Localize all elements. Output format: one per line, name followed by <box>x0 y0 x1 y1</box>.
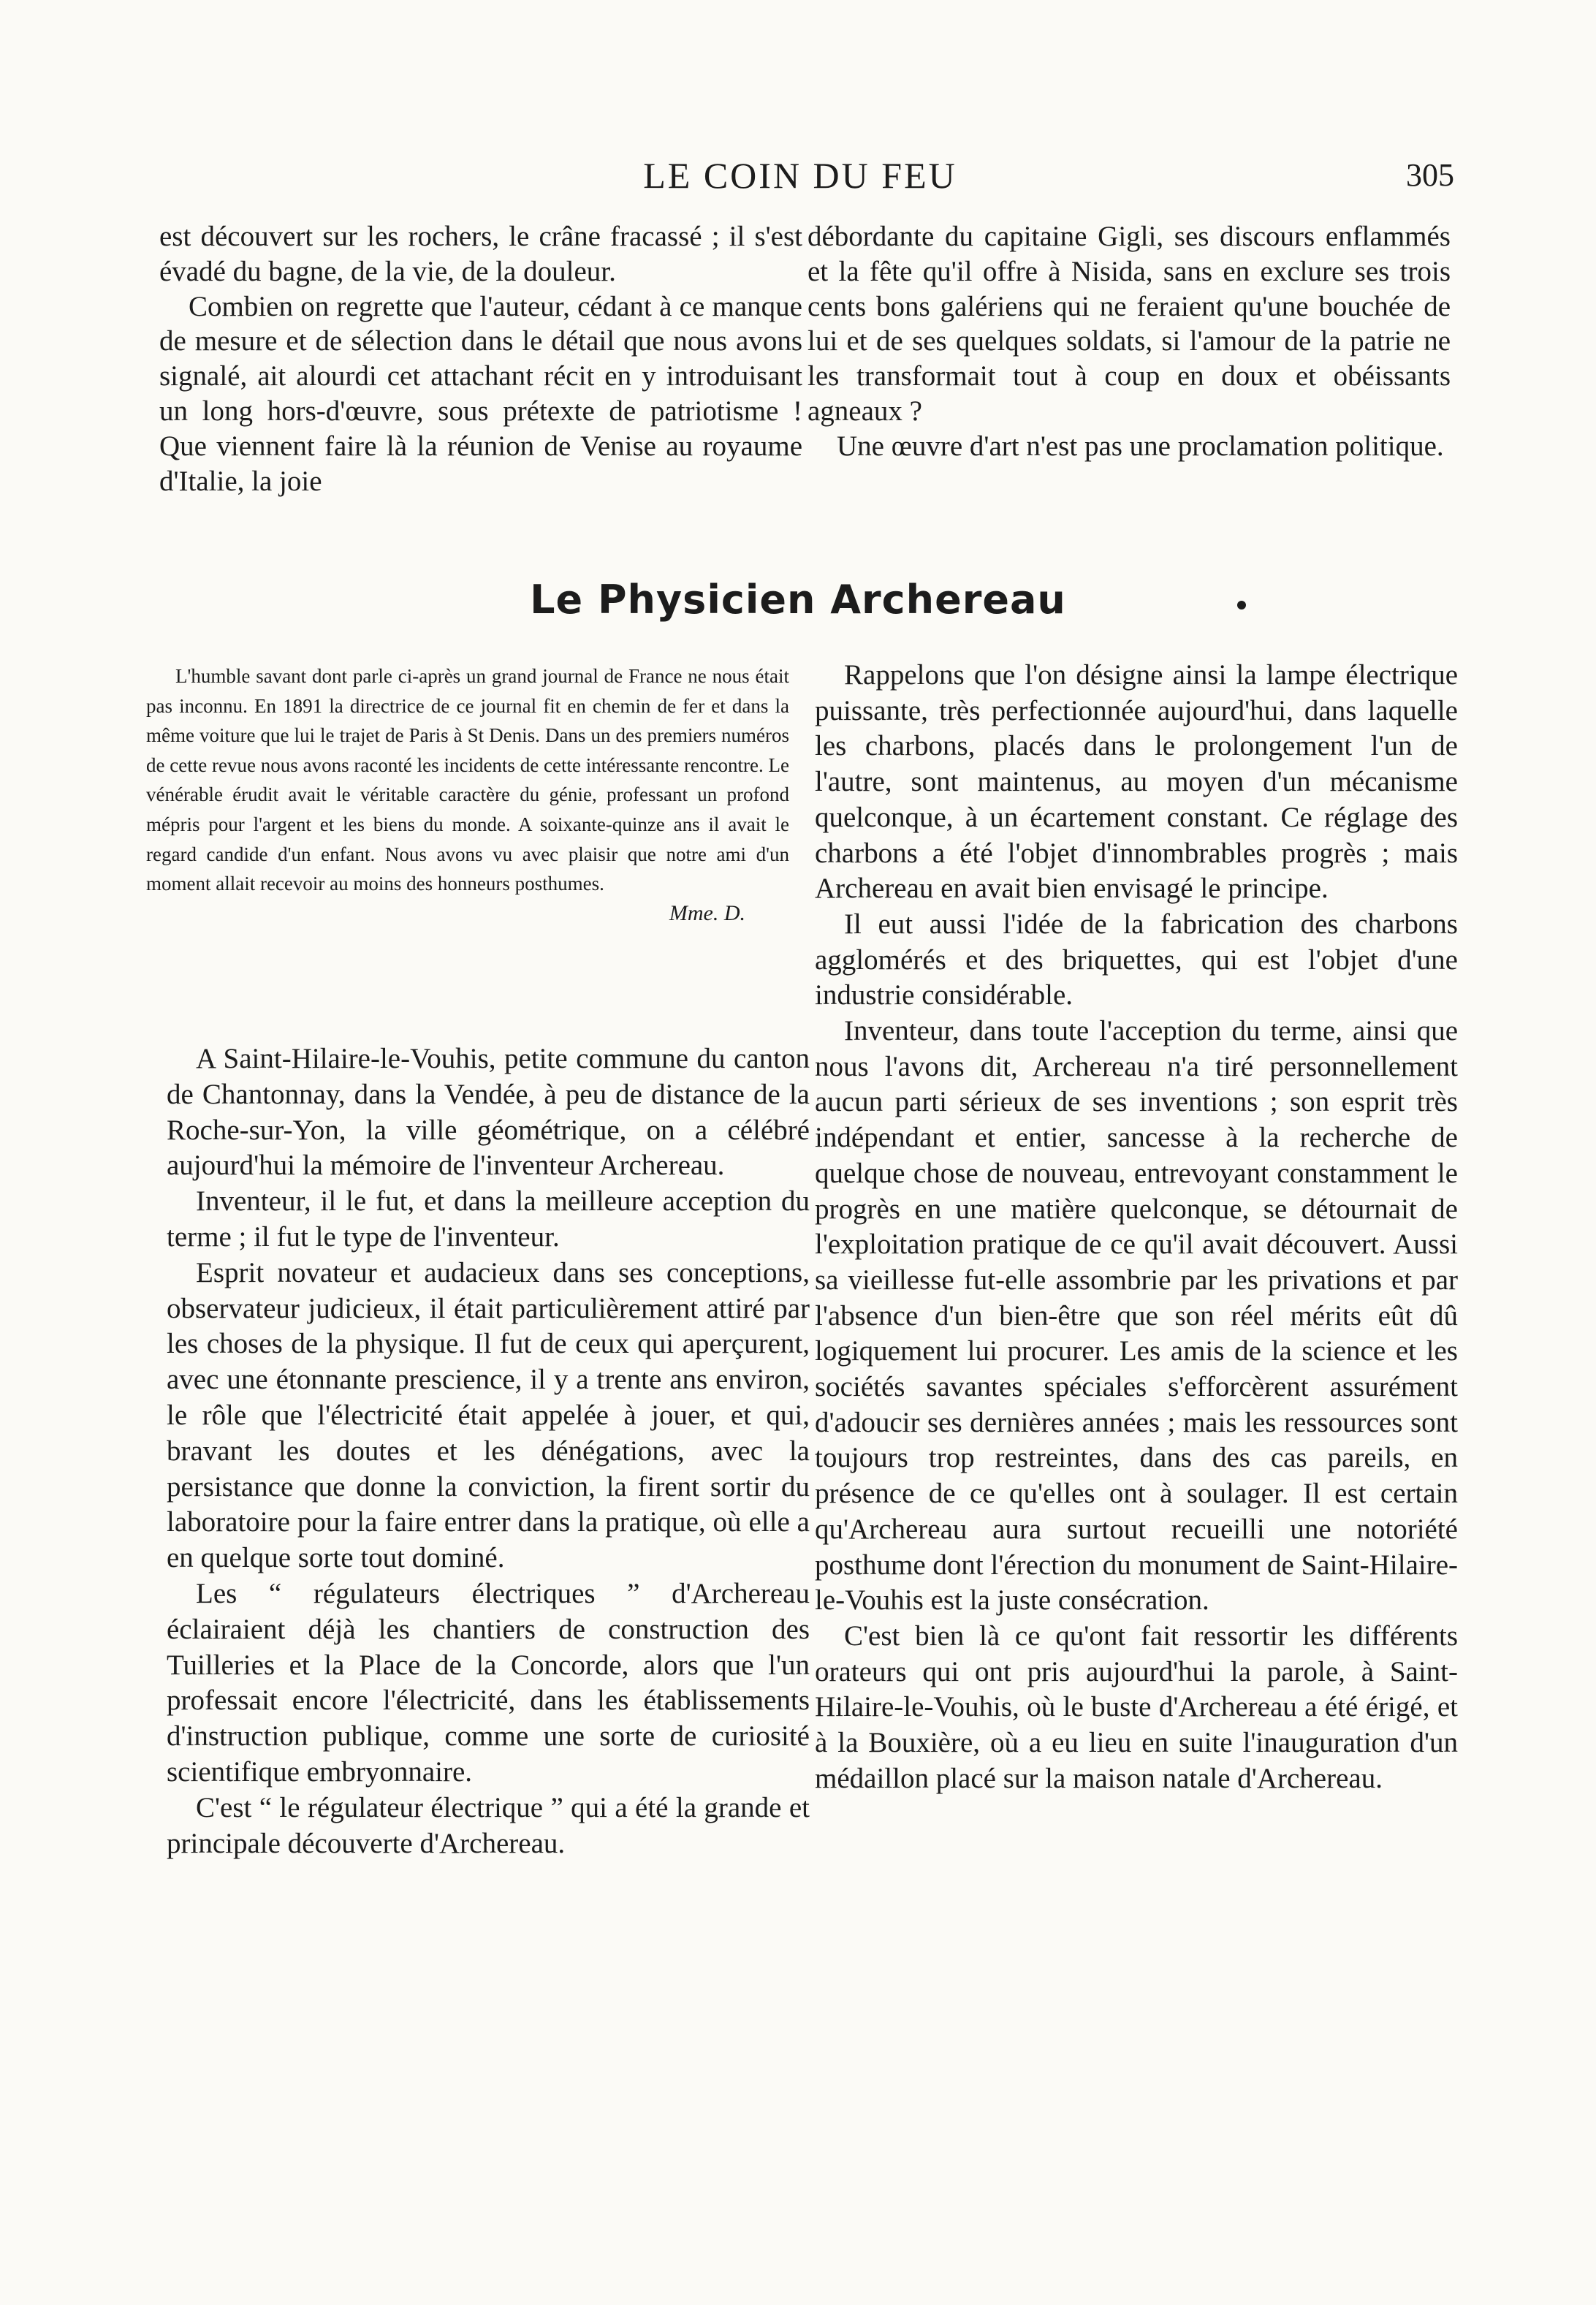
page-number: 305 <box>1406 157 1454 193</box>
paragraph: Une œuvre d'art n'est pas une proclamation politique. <box>837 430 1444 462</box>
paragraph: C'est “ le régulateur électrique ” qui a été la grande et principale découverte d'Archereau. <box>167 1791 810 1859</box>
paragraph: est découvert sur les rochers, le crâne fracassé ; il s'est évadé du bagne, de la vie, de la douleur. <box>159 221 802 287</box>
paragraph: Il eut aussi l'idée de la fabrication des charbons agglomérés et des briquettes, qui est l'objet d'une industrie considérable. <box>815 908 1458 1011</box>
paragraph: débordante du capitaine Gigli, ses discours enflammés et la fête qu'il offre à Nisida, sans en exclure ses trois cents bons galériens qui ne feraient qu'une bouchée de lui et de ses quelques soldats, si l'amour de la patrie ne les transformait tout à coup en doux et obéissants agneaux ? <box>808 221 1451 427</box>
paragraph: Inventeur, il le fut, et dans la meilleure acception du terme ; il fut le type de l'inventeur. <box>167 1185 810 1253</box>
running-title: LE COIN DU FEU <box>643 155 957 196</box>
running-head <box>146 150 1454 201</box>
editor-note <box>146 661 789 928</box>
editor-signature: Mme. D. <box>669 900 745 925</box>
ornament-dot <box>1237 601 1246 610</box>
article-title: Le Physicien Archereau <box>530 577 1066 623</box>
paragraph: Combien on regrette que l'auteur, cédant à ce manque de mesure et de sélection dans le détail que nous avons signalé, ait alourdi cet attachant récit en y introduisant un long hors-d'œuvre, sous prétexte de patriotisme ! Que viennent faire là la réunion de Venise au royaume d'Italie, la joie <box>159 290 802 497</box>
article-left-column <box>167 1041 810 1861</box>
paragraph: Inventeur, dans toute l'acception du terme, ainsi que nous l'avons dit, Archereau n'a tiré personnellement aucun parti sérieux de ses inventions ; son esprit très indépendant et entier, sancesse à la recherche de quelque chose de nouveau, entrevoyant constamment le progrès en une matière quelconque, se détournait de l'exploitation pratique de ce qu'il avait découvert. Aussi sa vieillesse fut-elle assombrie par les privations et par l'absence d'un bien-être que son réel mérits eût dû logiquement lui procurer. Les amis de la science et les sociétés savantes spéciales s'efforcèrent assurément d'adoucir ses dernières années ; mais les ressources sont toujours trop restreintes, dans des cas pareils, en présence de ce qu'elles ont à soulager. Il est certain qu'Archereau aura surtout recueilli une notoriété posthume dont l'érection du monument de Saint-Hilaire-le-Vouhis est la juste consécration. <box>815 1015 1458 1617</box>
paragraph: Les “ régulateurs électriques ” d'Archereau éclairaient déjà les chantiers de construction des Tuilleries et la Place de la Concorde, alors que l'un professait encore l'électricité, dans les établissements d'instruction publique, comme une sorte de curiosité scientifique embryonnaire. <box>167 1577 810 1788</box>
editor-note-text: L'humble savant dont parle ci-après un grand journal de France ne nous était pas inconnu. En 1891 la directrice de ce journal fit en chemin de fer et dans la même voiture que lui le trajet de Paris à St Denis. Dans un des premiers numéros de cette revue nous avons raconté les incidents de cette intéressante rencontre. Le vénérable érudit avait le véritable caractère du génie, professant un profond mépris pour l'argent et les biens du monde. A soixante-quinze ans il avait le regard candide d'un enfant. Nous avons vu avec plaisir que notre ami d'un moment allait recevoir au moins des honneurs posthumes. <box>146 665 789 895</box>
article-right-column <box>815 658 1458 1797</box>
paragraph: Esprit novateur et audacieux dans ses conceptions, observateur judicieux, il était particulièrement attiré par les choses de la physique. Il fut de ceux qui aperçurent, avec une étonnante prescience, il y a trente ans environ, le rôle que l'électricité était appelée à jouer, et qui, bravant les doutes et les dénégations, avec la persistance que donne la conviction, la firent sortir du laboratoire pour la faire entrer dans la pratique, où elle a en quelque sorte tout dominé. <box>167 1256 810 1574</box>
paragraph: A Saint-Hilaire-le-Vouhis, petite commune du canton de Chantonnay, dans la Vendée, à peu de distance de la Roche-sur-Yon, la ville géométrique, on a célébré aujourd'hui la mémoire de l'inventeur Archereau. <box>167 1043 810 1182</box>
previous-article-right-column <box>808 219 1451 464</box>
paragraph: Rappelons que l'on désigne ainsi la lampe électrique puissante, très perfectionnée aujourd'hui, dans laquelle les charbons, placés dans le prolongement l'un de l'autre, sont maintenus, au moyen d'un mécanisme quelconque, à un écartement constant. Ce réglage des charbons a été l'objet d'innombrables progrès ; mais Archereau en avait bien envisagé le principe. <box>815 659 1458 905</box>
paragraph: C'est bien là ce qu'ont fait ressortir les différents orateurs qui ont pris aujourd'hui la parole, à Saint-Hilaire-le-Vouhis, où le buste d'Archereau a été érigé, et à la Bouxière, où a eu lieu en suite l'inauguration d'un médaillon placé sur la maison natale d'Archereau. <box>815 1619 1458 1794</box>
previous-article-left-column <box>159 219 802 498</box>
